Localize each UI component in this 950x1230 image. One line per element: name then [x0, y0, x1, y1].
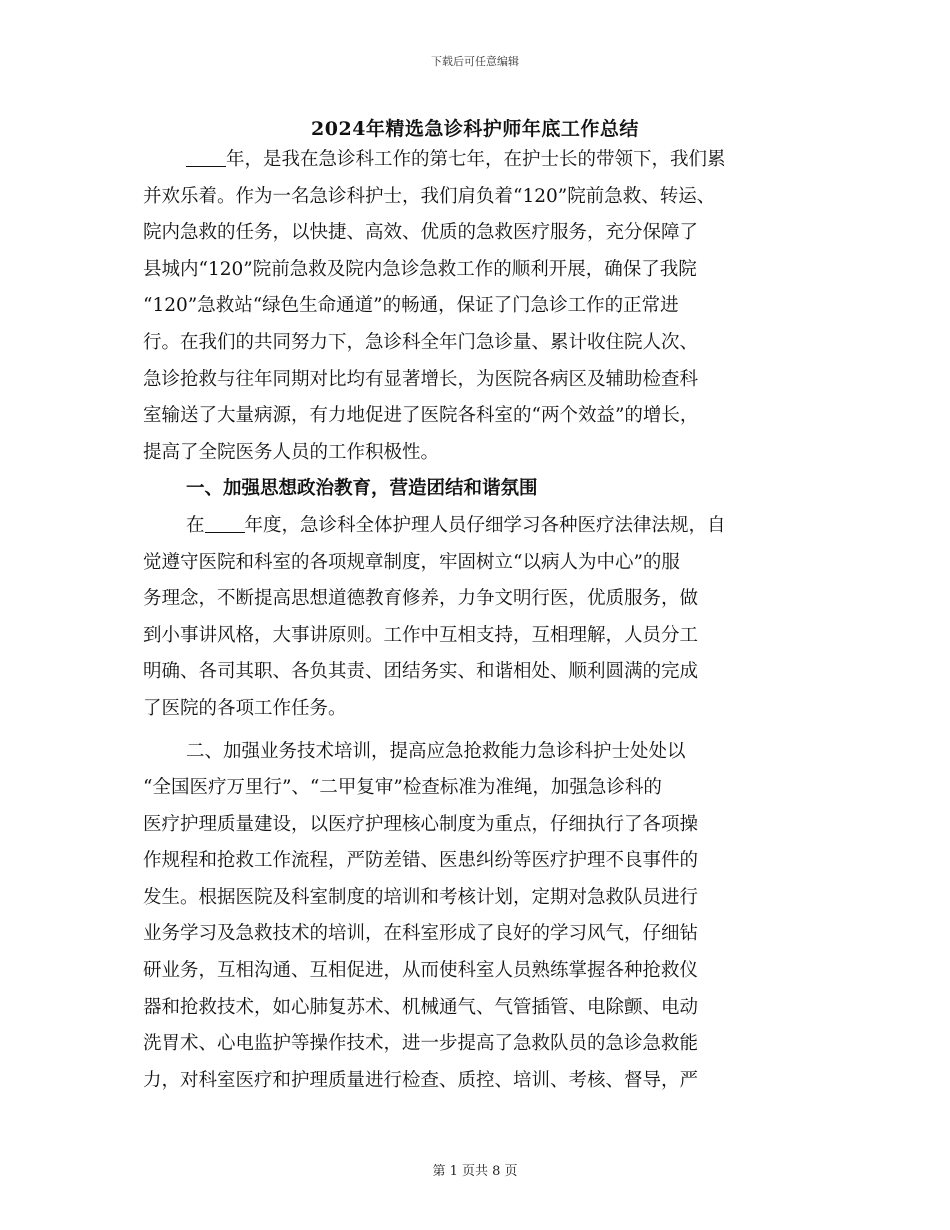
blank-underline — [186, 148, 226, 167]
section2-line-2: “全国医疗万里行”、“二甲复审”检查标准为准绳，加强急诊科的 — [143, 777, 662, 799]
section2-line-6: 业务学习及急救技术的培训，在科室形成了良好的学习风气，仔细钻 — [143, 923, 699, 945]
intro-line-1: 年，是我在急诊科工作的第七年，在护士长的带领下，我们累 — [143, 142, 823, 179]
section2-line-3: 医疗护理质量建设，以医疗护理核心制度为重点，仔细执行了各项操 — [143, 813, 699, 835]
section1-line-1: 在 年度，急诊科全体护理人员仔细学习各种医疗法律法规，自 — [186, 514, 726, 536]
intro-line-3: 院内急救的任务，以快捷、高效、优质的急救医疗服务，充分保障了 — [143, 222, 699, 244]
intro-line-5: “120”急救站“绿色生命通道”的畅通，保证了门急诊工作的正常进 — [143, 295, 679, 317]
section2-line-10: 力，对科室医疗和护理质量进行检查、质控、培训、考核、督导，严 — [143, 1069, 699, 1091]
intro-line-6: 行。在我们的共同努力下，急诊科全年门急诊量、累计收住院人次、 — [143, 331, 699, 353]
section1-line-6: 了医院的各项工作任务。 — [143, 697, 347, 719]
section1-heading: 一、加强思想政治教育，营造团结和谐氛围 — [186, 478, 538, 500]
document-body — [143, 142, 823, 1099]
document-title: 2024年精选急诊科护师年底工作总结 — [311, 118, 639, 140]
section2-line-7: 研业务，互相沟通、互相促进，从而使科室人员熟练掌握各种抢救仪 — [143, 960, 699, 982]
section2-line-1: 二、加强业务技术培训，提高应急抢救能力急诊科护士处处以 — [186, 740, 686, 762]
section2-line-5: 发生。根据医院及科室制度的培训和考核计划，定期对急救队员进行 — [143, 886, 699, 908]
section2-line-4: 作规程和抢救工作流程，严防差错、医患纠纷等医疗护理不良事件的 — [143, 850, 699, 872]
intro-line-4: 县城内“120”院前急救及院内急诊急救工作的顺利开展，确保了我院 — [143, 258, 697, 280]
blank-underline — [205, 514, 245, 533]
page-number-footer: 第 1 页共 8 页 — [432, 1164, 518, 1179]
intro-line-7: 急诊抢救与往年同期对比均有显著增长，为医院各病区及辅助检查科 — [143, 368, 699, 390]
section1-line-4: 到小事讲风格，大事讲原则。工作中互相支持，互相理解，人员分工 — [143, 624, 699, 646]
section2-line-8: 器和抢救技术，如心肺复苏术、机械通气、气管插管、电除颤、电动 — [143, 996, 699, 1018]
section1-line-5: 明确、各司其职、各负其责、团结务实、和谐相处、顺利圆满的完成 — [143, 661, 699, 683]
intro-line-2: 并欢乐着。作为一名急诊科护士，我们肩负着“120”院前急救、转运、 — [143, 185, 716, 207]
section1-line-2: 觉遵守医院和科室的各项规章制度，牢固树立“以病人为中心”的服 — [143, 551, 680, 573]
section1-line-3: 务理念，不断提高思想道德教育修养，力争文明行医，优质服务，做 — [143, 588, 699, 610]
intro-line-9: 提高了全院医务人员的工作积极性。 — [143, 441, 440, 463]
section2-line-9: 洗胃术、心电监护等操作技术，进一步提高了急救队员的急诊急救能 — [143, 1033, 699, 1055]
page-header-note: 下载后可任意编辑 — [431, 55, 519, 68]
intro-line-8: 室输送了大量病源，有力地促进了医院各科室的“两个效益”的增长， — [143, 405, 699, 427]
